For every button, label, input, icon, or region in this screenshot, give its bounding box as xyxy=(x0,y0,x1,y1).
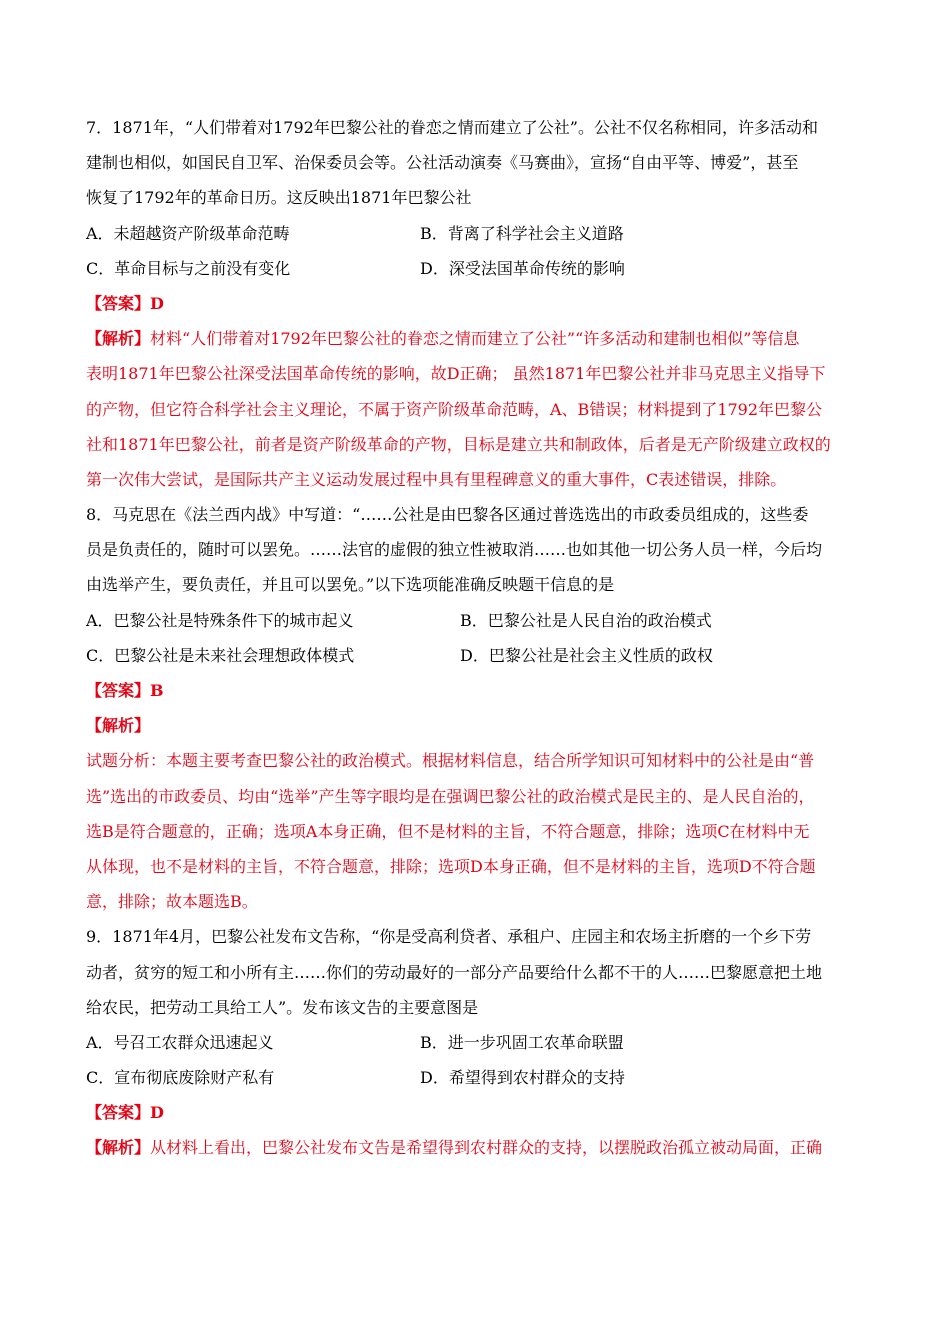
question-9-answer: 【答案】D xyxy=(86,1103,164,1123)
question-7-analysis-label: 【解析】 xyxy=(86,329,151,349)
question-8-option-b: B．巴黎公社是人民自治的政治模式 xyxy=(460,610,712,630)
question-7-options-row-1 xyxy=(86,216,866,251)
question-7-stem-line-2: 建制也相似，如国民自卫军、治保委员会等。公社活动演奏《马赛曲》，宣扬“自由平等、博爱”，甚至 xyxy=(86,153,799,173)
question-9-stem-line-3: 给农民，把劳动工具给工人”。发布该文告的主要意图是 xyxy=(86,997,479,1017)
question-8-analysis-line-2: 选”选出的市政委员、均由“选举”产生等字眼均是在强调巴黎公社的政治模式是民主的、是人民自治的， xyxy=(86,786,815,806)
question-7-analysis-line-5: 第一次伟大尝试，是国际共产主义运动发展过程中具有里程碑意义的重大事件，C表述错误，排除。 xyxy=(86,469,787,489)
question-7-option-c: C．革命目标与之前没有变化 xyxy=(86,258,291,278)
question-8-options-row-1 xyxy=(86,603,866,638)
question-7-analysis-line-2: 表明1871年巴黎公社深受法国革命传统的影响，故D正确； 虽然1871年巴黎公社并非马克思主义指导下 xyxy=(86,364,826,384)
question-8-options-row-2 xyxy=(86,638,866,673)
question-7 xyxy=(86,110,866,497)
question-8-option-c: C．巴黎公社是未来社会理想政体模式 xyxy=(86,645,355,665)
question-9-options-row-1 xyxy=(86,1025,866,1060)
question-8-analysis-line-5: 意，排除；故本题选B。 xyxy=(86,892,258,912)
question-8-analysis-line-1: 试题分析：本题主要考查巴黎公社的政治模式。根据材料信息，结合所学知识可知材料中的公社是由“普 xyxy=(86,751,815,771)
question-7-stem-line-3: 恢复了1792年的革命日历。这反映出1871年巴黎公社 xyxy=(86,188,472,208)
question-9-option-d: D．希望得到农村群众的支持 xyxy=(420,1068,625,1088)
question-7-analysis-text-1: 材料“人们带着对1792年巴黎公社的眷恋之情而建立了公社”“许多活动和建制也相似”等信息 xyxy=(150,329,800,349)
question-9-stem-line-1: 9．1871年4月，巴黎公社发布文告称，“你是受高利贷者、承租户、庄园主和农场主折磨的一个乡下劳 xyxy=(86,927,812,947)
question-8-analysis-label: 【解析】 xyxy=(86,716,151,736)
question-7-option-a: A．未超越资产阶级革命范畴 xyxy=(86,223,290,243)
question-8-stem-line-3: 由选举产生，要负责任，并且可以罢免。”以下选项能准确反映题干信息的是 xyxy=(86,575,615,595)
question-9-options-row-2 xyxy=(86,1060,866,1095)
question-7-option-b: B．背离了科学社会主义道路 xyxy=(420,223,624,243)
question-8-option-a: A．巴黎公社是特殊条件下的城市起义 xyxy=(86,610,354,630)
question-7-analysis-line-3: 的产物，但它符合科学社会主义理论，不属于资产阶级革命范畴，A、B错误；材料提到了1792年巴黎公 xyxy=(86,399,823,419)
question-9 xyxy=(86,919,866,1165)
question-7-option-d: D．深受法国革命传统的影响 xyxy=(420,258,625,278)
question-9-analysis-line-1 xyxy=(86,1130,866,1165)
question-9-stem-line-2: 动者，贫穷的短工和小所有主……你们的劳动最好的一部分产品要给什么都不干的人……巴黎愿意把土地 xyxy=(86,962,823,982)
question-7-answer: 【答案】D xyxy=(86,293,164,313)
question-9-option-a: A．号召工农群众迅速起义 xyxy=(86,1032,274,1052)
question-7-analysis-line-1 xyxy=(86,321,866,356)
question-8-option-d: D．巴黎公社是社会主义性质的政权 xyxy=(460,645,713,665)
question-7-stem-line-1: 7．1871年，“人们带着对1792年巴黎公社的眷恋之情而建立了公社”。公社不仅名称相同，许多活动和 xyxy=(86,118,818,137)
question-8 xyxy=(86,497,866,919)
question-7-options-row-2 xyxy=(86,251,866,286)
question-9-analysis-text-1: 从材料上看出，巴黎公社发布文告是希望得到农村群众的支持，以摆脱政治孤立被动局面，正确 xyxy=(150,1138,823,1158)
question-8-analysis-line-4: 从体现，也不是材料的主旨，不符合题意，排除；选项D本身正确，但不是材料的主旨，选项D不符合题 xyxy=(86,856,816,876)
question-8-stem-line-1: 8．马克思在《法兰西内战》中写道：“……公社是由巴黎各区通过普选选出的市政委员组成的，这些委 xyxy=(86,505,809,525)
question-8-analysis-line-3: 选B是符合题意的，正确；选项A本身正确，但不是材料的主旨，不符合题意，排除；选项C在材料中无 xyxy=(86,821,810,841)
question-8-answer: 【答案】B xyxy=(86,681,164,700)
question-8-stem-line-2: 员是负责任的，随时可以罢免。……法官的虚假的独立性被取消……也如其他一切公务人员一样，今后均 xyxy=(86,540,823,560)
question-9-option-b: B．进一步巩固工农革命联盟 xyxy=(420,1032,624,1052)
question-9-option-c: C．宣布彻底废除财产私有 xyxy=(86,1068,275,1088)
question-7-analysis-line-4: 社和1871年巴黎公社，前者是资产阶级革命的产物，目标是建立共和制政体，后者是无产阶级建立政权的 xyxy=(86,434,831,454)
document-page xyxy=(86,110,866,1166)
question-9-analysis-label: 【解析】 xyxy=(86,1138,151,1158)
